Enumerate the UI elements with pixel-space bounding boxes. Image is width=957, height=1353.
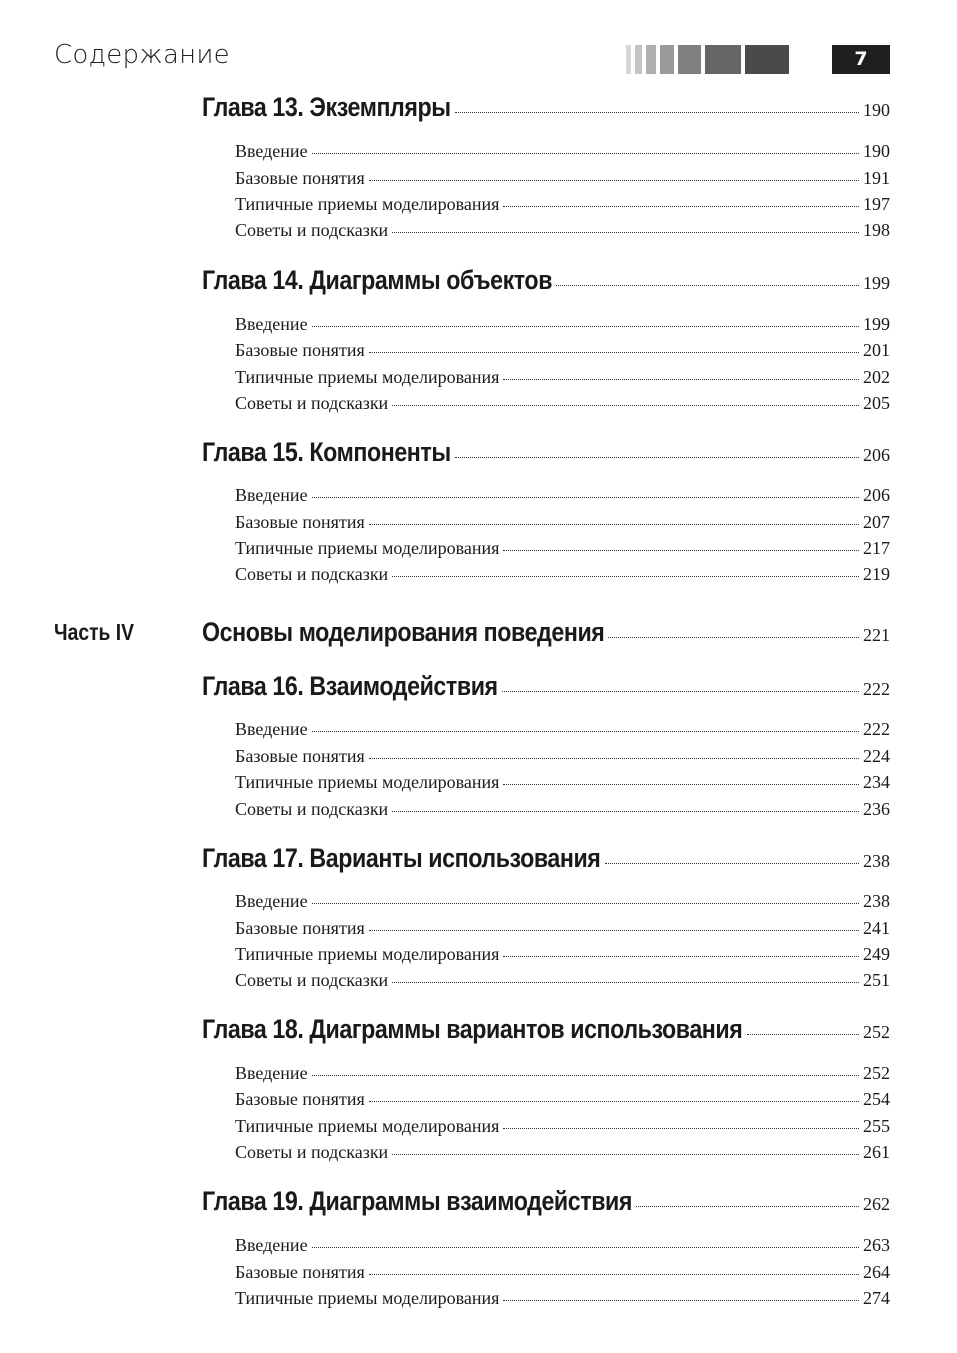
page-ref: 199 (863, 314, 890, 334)
entry-title: Базовые понятия (235, 1262, 365, 1282)
leader-dots (369, 352, 859, 353)
page-ref: 224 (863, 746, 890, 766)
page-ref: 206 (863, 485, 890, 505)
page-ref: 251 (863, 970, 890, 990)
toc-entry[interactable] (235, 944, 890, 965)
leader-dots (369, 180, 859, 181)
leader-dots (369, 1274, 859, 1275)
page-ref: 198 (863, 220, 890, 240)
leader-dots (503, 1300, 859, 1301)
toc-entry[interactable] (235, 719, 890, 740)
leader-dots (392, 982, 859, 983)
chapter-heading-15[interactable] (202, 437, 890, 468)
entry-title: Введение (235, 141, 308, 161)
leader-dots (503, 379, 859, 380)
entry-title: Советы и подсказки (235, 799, 389, 819)
entry-title: Введение (235, 314, 308, 334)
toc-entry[interactable] (235, 1063, 890, 1084)
entry-title: Типичные приемы моделирования (235, 538, 500, 558)
entry-title: Советы и подсказки (235, 393, 389, 413)
page-ref: 234 (863, 772, 890, 792)
page-header (0, 0, 957, 90)
page-ref: 252 (863, 1063, 890, 1083)
leader-dots (747, 1034, 859, 1035)
chapter-title: Глава 18. Диаграммы вариантов использования (202, 1014, 743, 1044)
header-stripe (646, 45, 656, 74)
entry-title: Типичные приемы моделирования (235, 367, 500, 387)
page-ref: 199 (863, 273, 890, 293)
leader-dots (392, 1154, 859, 1155)
leader-dots (605, 863, 859, 864)
chapter-heading-13[interactable] (202, 92, 890, 123)
page-ref: 249 (863, 944, 890, 964)
page-ref: 191 (863, 168, 890, 188)
chapter-title: Глава 17. Варианты использования (202, 843, 601, 873)
toc-entry[interactable] (235, 168, 890, 189)
header-stripe (635, 45, 642, 74)
leader-dots (312, 903, 859, 904)
page-ref: 206 (863, 445, 890, 465)
entry-title: Базовые понятия (235, 168, 365, 188)
leader-dots (455, 112, 859, 113)
chapter-title: Глава 16. Взаимодействия (202, 671, 498, 701)
page-ref: 190 (863, 100, 890, 120)
toc-entry[interactable] (235, 970, 890, 991)
entry-title: Введение (235, 891, 308, 911)
leader-dots (369, 758, 859, 759)
entry-title: Базовые понятия (235, 746, 365, 766)
entry-title: Типичные приемы моделирования (235, 194, 500, 214)
toc-entry[interactable] (235, 746, 890, 767)
toc-entry[interactable] (235, 485, 890, 506)
page-ref: 217 (863, 538, 890, 558)
leader-dots (503, 550, 859, 551)
leader-dots (502, 691, 860, 692)
entry-title: Советы и подсказки (235, 564, 389, 584)
leader-dots (392, 811, 859, 812)
entry-title: Базовые понятия (235, 340, 365, 360)
toc-entry[interactable] (235, 799, 890, 820)
header-stripe (626, 45, 631, 74)
page-ref: 263 (863, 1235, 890, 1255)
part-label: Часть IV (54, 619, 135, 645)
leader-dots (503, 784, 859, 785)
header-stripes (626, 45, 793, 74)
leader-dots (636, 1206, 859, 1207)
leader-dots (312, 1075, 859, 1076)
chapter-heading-19[interactable] (202, 1186, 890, 1217)
toc-entry[interactable] (235, 194, 890, 215)
page-ref: 207 (863, 512, 890, 532)
leader-dots (503, 956, 859, 957)
page-ref: 238 (863, 891, 890, 911)
header-stripe (660, 45, 674, 74)
entry-title: Введение (235, 485, 308, 505)
header-stripe (705, 45, 741, 74)
leader-dots (503, 1128, 859, 1129)
page-ref: 241 (863, 918, 890, 938)
page-ref: 252 (863, 1022, 890, 1042)
page-ref: 190 (863, 141, 890, 161)
page-ref: 254 (863, 1089, 890, 1109)
leader-dots (608, 637, 859, 638)
entry-title: Введение (235, 719, 308, 739)
chapter-title: Глава 15. Компоненты (202, 437, 451, 467)
leader-dots (392, 232, 859, 233)
page-ref: 236 (863, 799, 890, 819)
toc-entry[interactable] (235, 564, 890, 585)
entry-title: Базовые понятия (235, 512, 365, 532)
page-ref: 238 (863, 851, 890, 871)
chapter-title: Глава 13. Экземпляры (202, 92, 451, 122)
leader-dots (392, 576, 859, 577)
leader-dots (312, 153, 859, 154)
chapter-heading-16[interactable] (202, 671, 890, 702)
header-stripe (745, 45, 789, 74)
toc-entry[interactable] (235, 538, 890, 559)
toc-entry[interactable] (235, 772, 890, 793)
part-title: Основы моделирования поведения (202, 617, 605, 647)
toc-entry[interactable] (235, 512, 890, 533)
toc-entry[interactable] (235, 1262, 890, 1283)
toc-entry[interactable] (235, 141, 890, 162)
entry-title: Введение (235, 1063, 308, 1083)
toc-entry[interactable] (235, 1089, 890, 1110)
leader-dots (312, 497, 859, 498)
toc-entry[interactable] (235, 314, 890, 335)
leader-dots (503, 206, 859, 207)
leader-dots (556, 285, 859, 286)
page-ref: 221 (863, 625, 890, 645)
page-ref: 202 (863, 367, 890, 387)
entry-title: Базовые понятия (235, 918, 365, 938)
leader-dots (312, 731, 859, 732)
leader-dots (369, 524, 859, 525)
page-ref: 219 (863, 564, 890, 584)
chapter-heading-17[interactable] (202, 843, 890, 874)
leader-dots (369, 930, 859, 931)
entry-title: Советы и подсказки (235, 1142, 389, 1162)
toc-entry[interactable] (235, 918, 890, 939)
chapter-title: Глава 19. Диаграммы взаимодействия (202, 1186, 633, 1216)
page-ref: 222 (863, 719, 890, 739)
leader-dots (312, 326, 859, 327)
chapter-title: Глава 14. Диаграммы объектов (202, 265, 553, 295)
entry-title: Введение (235, 1235, 308, 1255)
entry-title: Типичные приемы моделирования (235, 1288, 500, 1308)
toc-entry[interactable] (235, 891, 890, 912)
chapter-heading-14[interactable] (202, 265, 890, 296)
entry-title: Типичные приемы моделирования (235, 772, 500, 792)
toc-entry[interactable] (235, 1142, 890, 1163)
toc-entry[interactable] (235, 367, 890, 388)
page-ref: 222 (863, 679, 890, 699)
entry-title: Советы и подсказки (235, 220, 389, 240)
entry-title: Советы и подсказки (235, 970, 389, 990)
entry-title: Базовые понятия (235, 1089, 365, 1109)
leader-dots (392, 405, 859, 406)
toc-entry[interactable] (235, 220, 890, 241)
section-title: Содержание (54, 40, 230, 70)
leader-dots (455, 457, 859, 458)
page-ref: 261 (863, 1142, 890, 1162)
page-ref: 274 (863, 1288, 890, 1308)
leader-dots (312, 1247, 859, 1248)
entry-title: Типичные приемы моделирования (235, 944, 500, 964)
toc-entry[interactable] (235, 1116, 890, 1137)
page-number-badge: 7 (832, 45, 890, 74)
entry-title: Типичные приемы моделирования (235, 1116, 500, 1136)
chapter-heading-18[interactable] (202, 1014, 890, 1045)
toc-entry[interactable] (235, 393, 890, 414)
toc-entry[interactable] (235, 340, 890, 361)
page-ref: 262 (863, 1194, 890, 1214)
page-ref: 197 (863, 194, 890, 214)
page-ref: 264 (863, 1262, 890, 1282)
part-heading-4[interactable] (202, 617, 890, 648)
page-ref: 255 (863, 1116, 890, 1136)
toc-entry[interactable] (235, 1235, 890, 1256)
toc-entry[interactable] (235, 1288, 890, 1309)
leader-dots (369, 1101, 859, 1102)
page-ref: 205 (863, 393, 890, 413)
header-stripe (678, 45, 701, 74)
page-ref: 201 (863, 340, 890, 360)
